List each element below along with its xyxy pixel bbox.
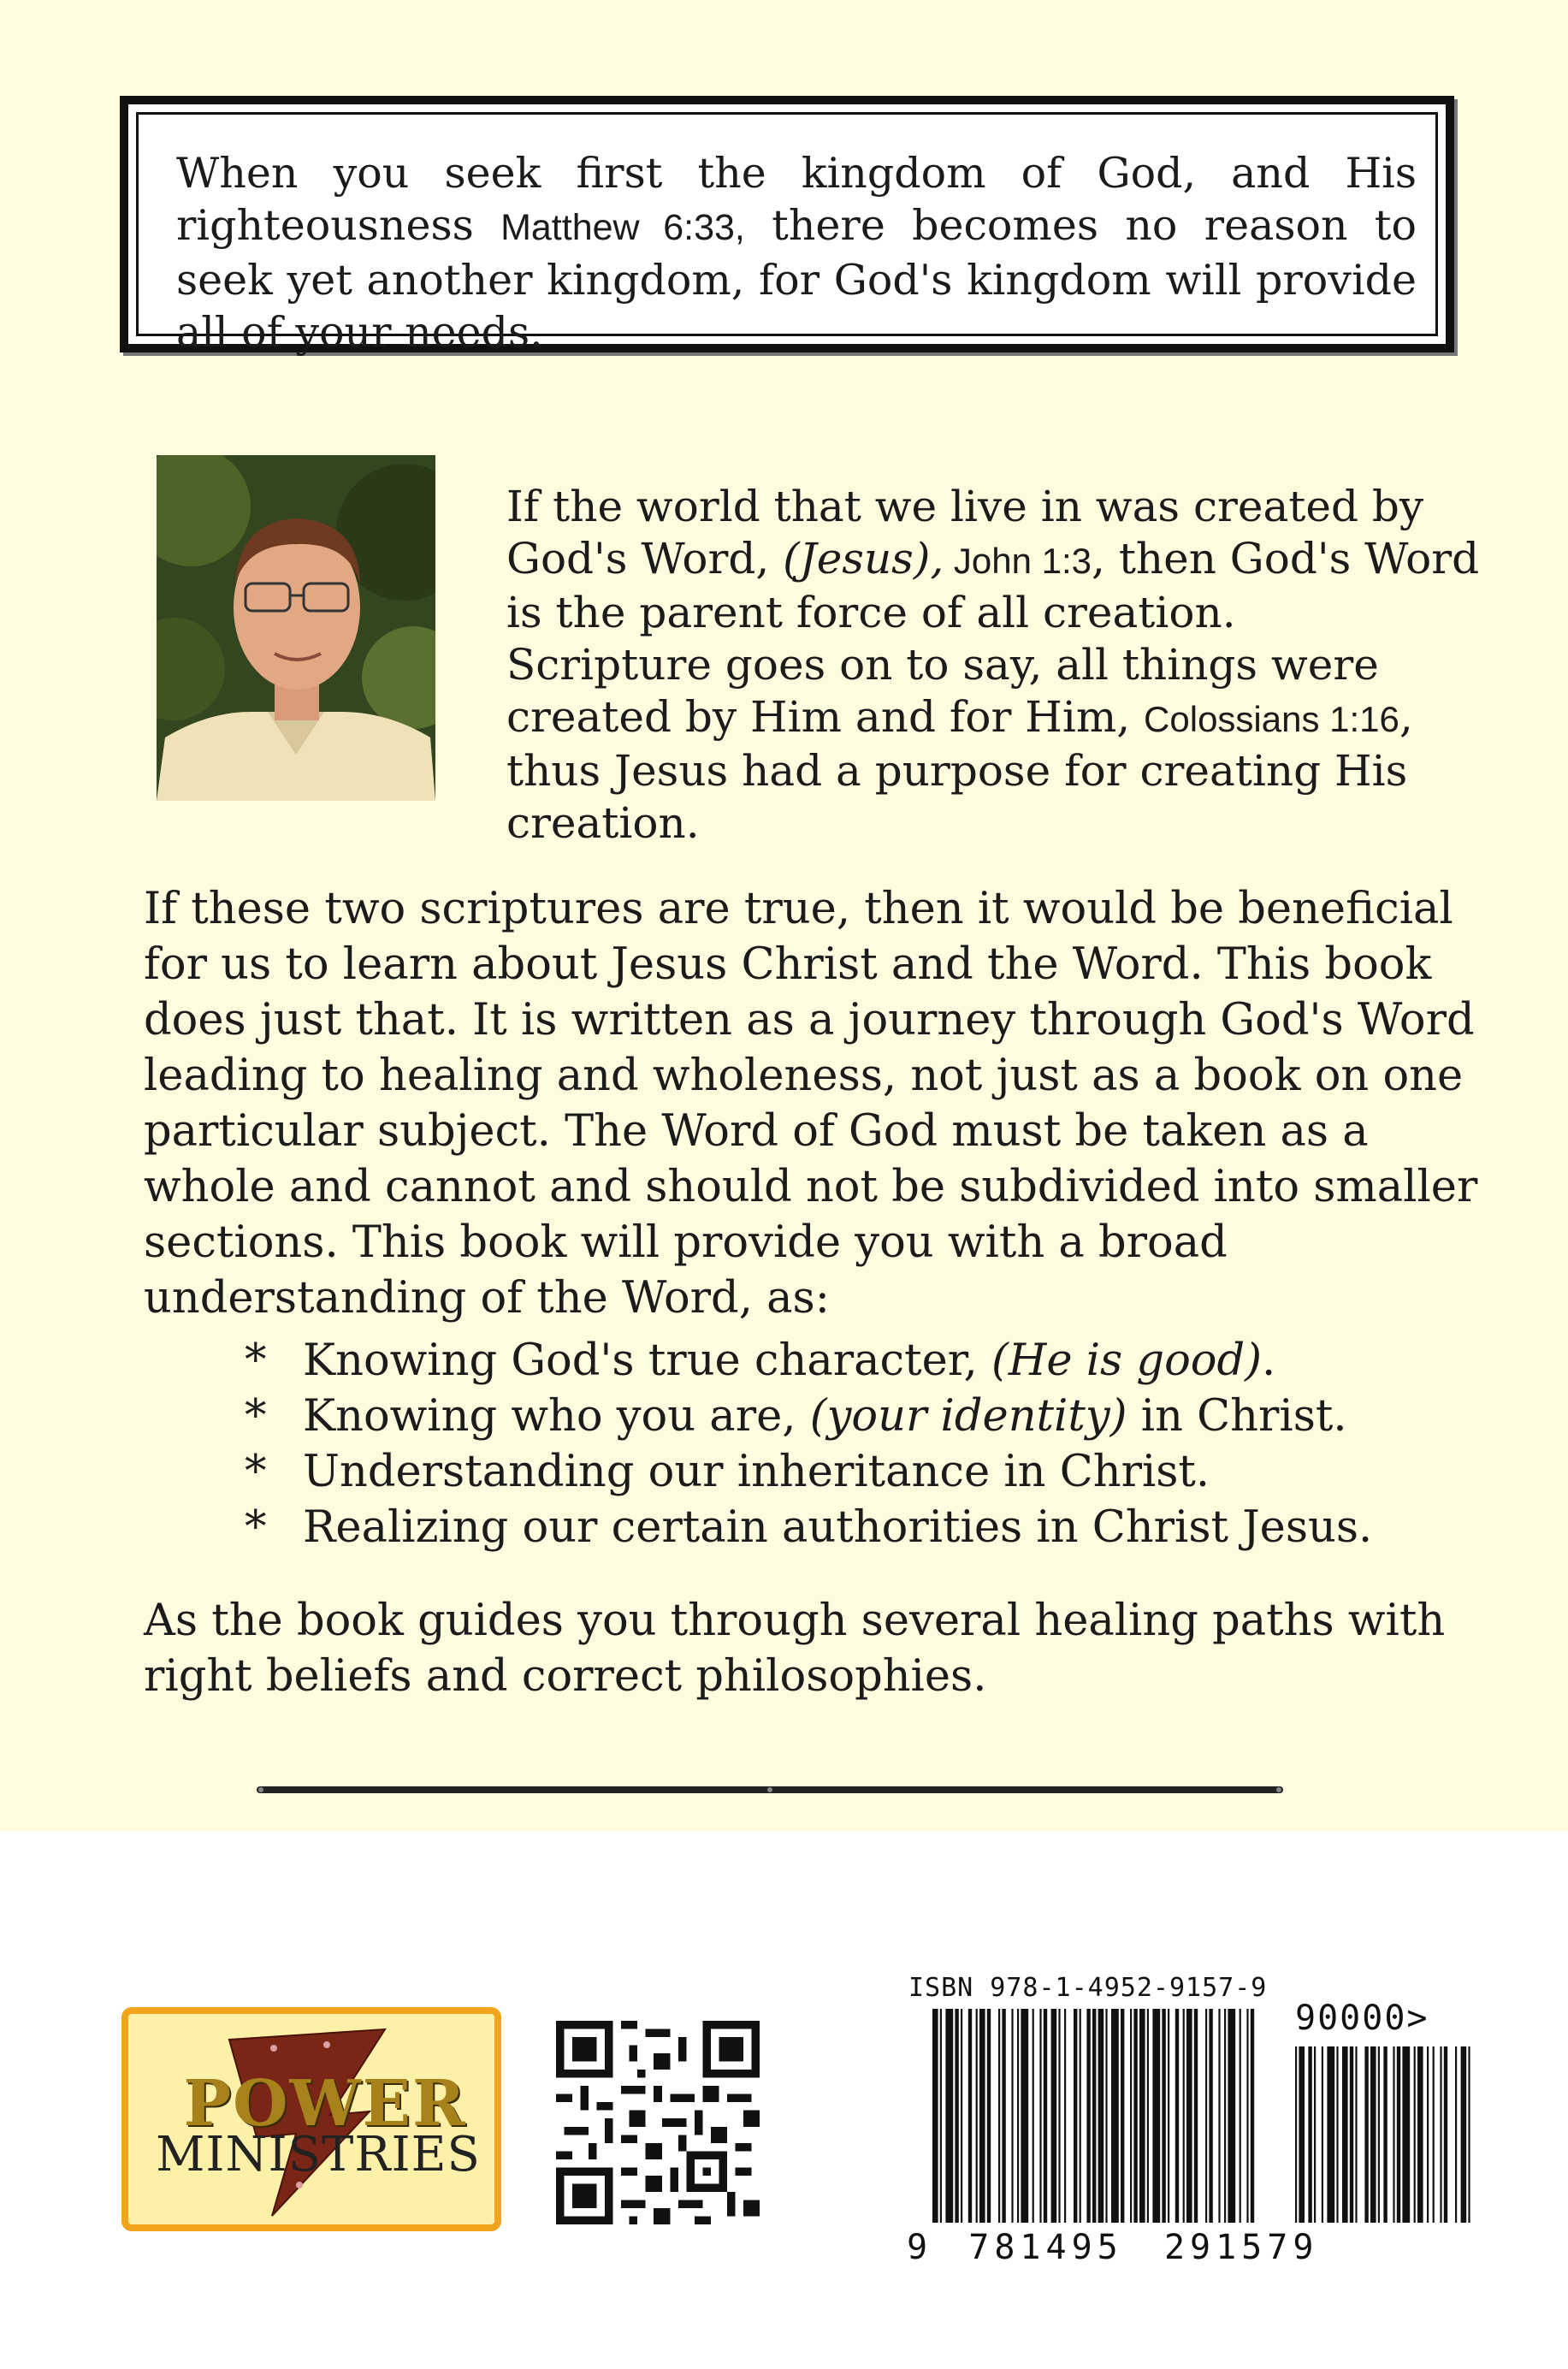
bullet-star: * xyxy=(245,1391,267,1442)
barcode-bars xyxy=(898,1964,1514,2272)
barcode-bar xyxy=(1336,2046,1338,2223)
main-paragraph: If these two scriptures are true, then it would be beneficial for us to learn about Jesus Christ and the Word. This book does just that. It is written as a journey through God's Word leading to healing and wholeness, not just as a book on one particular subject. The Word of God must be taken as a whole and cannot and should not be subdivided into smaller sections. This book will provide you with a broad understanding of the Word, as: xyxy=(144,884,1478,1324)
bullet-list xyxy=(240,1333,1506,1555)
barcode-bar xyxy=(1370,2046,1376,2223)
list-item-emphasis: (He is good) xyxy=(991,1336,1263,1386)
barcode-bar xyxy=(1355,2046,1357,2223)
barcode-bar xyxy=(1194,2009,1198,2223)
isbn-digit-group: 781495 xyxy=(968,2228,1123,2267)
barcode-bar xyxy=(1218,2009,1220,2223)
divider-dot xyxy=(1276,1787,1281,1792)
barcode-bar xyxy=(976,2009,978,2223)
barcode-bar xyxy=(1397,2046,1400,2223)
intro-text-part: Scripture goes on to say, all things were created by Him and for Him, xyxy=(506,640,1379,742)
barcode-bar xyxy=(1133,2009,1137,2223)
closing-paragraph: As the book guides you through several healing paths with right beliefs and correct philosophies. xyxy=(144,1596,1446,1702)
barcode-bar xyxy=(1322,2046,1323,2223)
list-item xyxy=(240,1389,1506,1444)
isbn-barcode xyxy=(898,1964,1514,2272)
barcode-bar xyxy=(1147,2009,1149,2223)
author-photo xyxy=(157,455,435,801)
barcode-bar xyxy=(979,2009,985,2223)
barcode-bar xyxy=(1444,2046,1447,2223)
barcode-bar xyxy=(1378,2046,1380,2223)
barcode-bar xyxy=(1130,2009,1132,2223)
barcode-bar xyxy=(1152,2009,1160,2223)
barcode-bar xyxy=(1011,2009,1013,2223)
intro-text-part: , then God's Word is the parent force of all creation. xyxy=(506,534,1480,637)
barcode-bar xyxy=(1002,2009,1005,2223)
scripture-reference: John 1:3 xyxy=(944,541,1092,581)
list-item-text: Understanding our inheritance in Christ. xyxy=(303,1447,1210,1497)
barcode-bar xyxy=(1228,2009,1235,2223)
barcode-bar xyxy=(1186,2009,1192,2223)
barcode-bar xyxy=(1251,2009,1254,2223)
barcode-bar xyxy=(1433,2046,1435,2223)
list-item xyxy=(240,1500,1506,1555)
barcode-bar xyxy=(1224,2009,1226,2223)
list-item-emphasis: (your identity) xyxy=(809,1391,1127,1442)
divider xyxy=(257,1786,1283,1793)
quote-line: When you seek first the kingdom of God, and His righteousness xyxy=(176,149,1417,250)
list-item-text: Knowing who you are, xyxy=(303,1391,810,1442)
bullet-star: * xyxy=(245,1502,267,1553)
barcode-bar xyxy=(1364,2046,1368,2223)
barcode-bar xyxy=(940,2009,942,2223)
barcode-bar xyxy=(1092,2009,1096,2223)
barcode-bar xyxy=(1086,2009,1090,2223)
logo-power-text: POWER xyxy=(183,2067,467,2141)
barcode-bar xyxy=(955,2009,958,2223)
barcode-bar xyxy=(1017,2009,1019,2223)
intro-text xyxy=(506,481,1516,850)
barcode-bar xyxy=(1455,2046,1457,2223)
intro-emphasis: (Jesus), xyxy=(783,534,944,583)
barcode-bar xyxy=(1461,2046,1467,2223)
barcode-bar xyxy=(1327,2046,1334,2223)
barcode-bar xyxy=(1080,2009,1081,2223)
intro-text-part: , thus Jesus had a purpose for creating His creation. xyxy=(506,692,1413,848)
intro-text-part: If the world that we live in was created by God's Word, xyxy=(506,482,1424,583)
barcode-bar xyxy=(1427,2046,1429,2223)
barcode-bar xyxy=(1205,2009,1207,2223)
quote-line: there becomes no reason to seek yet another kingdom, for God's kingdom will provide all of your needs. xyxy=(176,201,1417,357)
barcode-bar xyxy=(945,2009,953,2223)
barcode-bar xyxy=(1121,2009,1124,2223)
barcode-bar xyxy=(1350,2046,1353,2223)
barcode-bar xyxy=(1064,2009,1066,2223)
scripture-reference: Matthew 6:33, xyxy=(500,207,745,248)
barcode-bar xyxy=(1111,2009,1119,2223)
barcode-bar xyxy=(1383,2046,1387,2223)
list-item-text: . xyxy=(1262,1336,1276,1386)
barcode-bar xyxy=(1440,2046,1441,2223)
list-item-text: Realizing our certain authorities in Christ Jesus. xyxy=(303,1502,1373,1553)
barcode-bar xyxy=(1021,2009,1028,2223)
scripture-reference: Colossians 1:16 xyxy=(1144,699,1399,739)
isbn-digits xyxy=(907,2228,1318,2267)
barcode-bar xyxy=(1240,2009,1241,2223)
barcode-bar xyxy=(1044,2009,1047,2223)
barcode-bar xyxy=(1417,2046,1423,2223)
isbn-digit-first: 9 xyxy=(907,2228,928,2267)
bullet-star: * xyxy=(245,1336,267,1386)
barcode-bar xyxy=(998,2009,1000,2223)
qr-code xyxy=(556,2021,760,2224)
barcode-bar xyxy=(987,2009,991,2223)
barcode-bar xyxy=(1295,2046,1297,2223)
bullet-star: * xyxy=(245,1447,267,1497)
barcode-bar xyxy=(1058,2009,1060,2223)
barcode-bar xyxy=(1314,2046,1316,2223)
barcode-bar xyxy=(1074,2009,1077,2223)
price-code: 90000> xyxy=(1295,1999,1429,2038)
barcode-bar xyxy=(1168,2009,1169,2223)
barcode-bar xyxy=(1039,2009,1041,2223)
power-ministries-logo xyxy=(121,2007,501,2231)
barcode-bar xyxy=(1393,2046,1394,2223)
barcode-bar xyxy=(1098,2009,1104,2223)
barcode-bar xyxy=(1414,2046,1416,2223)
isbn-label: ISBN 978-1-4952-9157-9 xyxy=(908,1973,1268,2003)
quote-box xyxy=(120,96,1454,357)
barcode-bar xyxy=(1402,2046,1410,2223)
barcode-bar xyxy=(1139,2009,1145,2223)
barcode-bar xyxy=(1175,2009,1179,2223)
list-item-text: Knowing God's true character, xyxy=(303,1336,991,1386)
barcode-bar xyxy=(1209,2009,1212,2223)
barcode-bar xyxy=(932,2009,938,2223)
barcode-bar xyxy=(968,2009,972,2223)
list-item xyxy=(240,1333,1506,1389)
barcode-bar xyxy=(961,2009,962,2223)
divider-dot xyxy=(258,1787,263,1792)
isbn-digit-group: 291579 xyxy=(1163,2228,1319,2267)
divider-dot xyxy=(767,1787,772,1792)
barcode-bar xyxy=(1051,2009,1057,2223)
barcode-bar xyxy=(1299,2046,1305,2223)
barcode-bar xyxy=(1308,2046,1311,2223)
barcode-bar xyxy=(1183,2009,1185,2223)
barcode-bar xyxy=(1033,2009,1034,2223)
quote-text xyxy=(176,147,1417,358)
barcode-bar xyxy=(1246,2009,1248,2223)
list-item-text: in Christ. xyxy=(1127,1391,1347,1442)
barcode-bar xyxy=(1162,2009,1165,2223)
logo-ministries-text: MINISTRIES xyxy=(156,2127,481,2182)
barcode-bar xyxy=(1468,2046,1470,2223)
barcode-bar xyxy=(1105,2009,1107,2223)
barcode-bar xyxy=(1342,2046,1348,2223)
list-item xyxy=(240,1444,1506,1500)
